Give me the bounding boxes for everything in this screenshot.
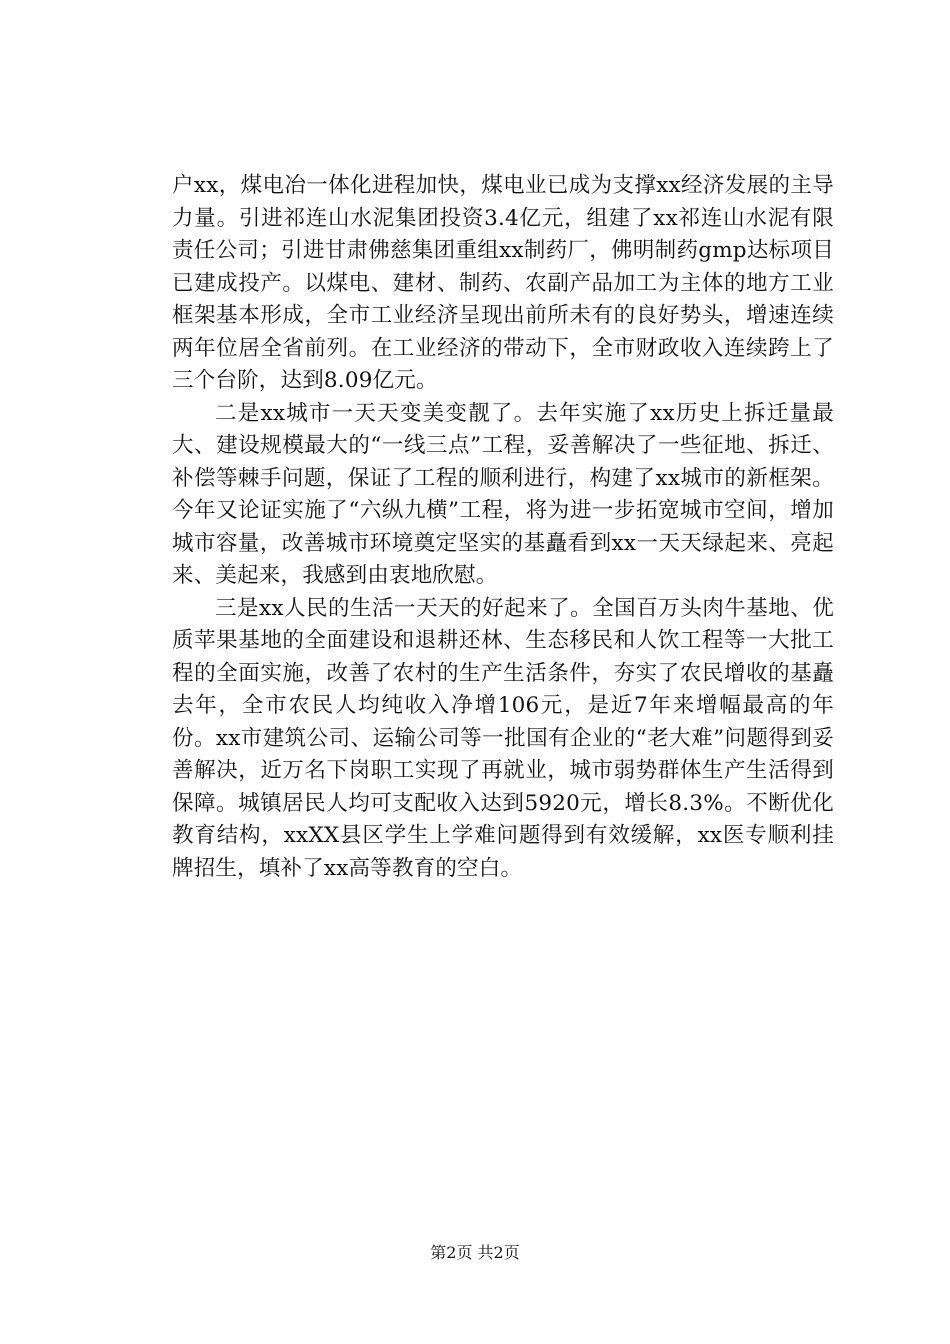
- paragraph-continuation: 户xx，煤电冶一体化进程加快，煤电业已成为支撑xx经济发展的主导力量。引进祁连山水泥集团投资3.4亿元，组建了xx祁连山水泥有限责任公司；引进甘肃佛慈集团重组xx制药厂，佛明制药gmp达标项目已建成投产。以煤电、建材、制药、农副产品加工为主体的地方工业框架基本形成，全市工业经济呈现出前所未有的良好势头，增速连续两年位居全省前列。在工业经济的带动下，全市财政收入连续跨上了三个台阶，达到8.09亿元。: [172, 173, 834, 393]
- paragraph-people-livelihood: 三是xx人民的生活一天天的好起来了。全国百万头肉牛基地、优质苹果基地的全面建设和退耕还林、生态移民和人饮工程等一大批工程的全面实施，改善了农村的生产生活条件，夯实了农民增收的基矗去年，全市农民人均纯收入净增106元，是近7年来增幅最高的年份。xx市建筑公司、运输公司等一批国有企业的“老大难”问题得到妥善解决，近万名下岗职工实现了再就业，城市弱势群体生产生活得到保障。城镇居民人均可支配收入达到5920元，增长8.3%。不断优化教育结构，xxXX县区学生上学难问题得到有效缓解，xx医专顺利挂牌招生，填补了xx高等教育的空白。: [172, 595, 834, 881]
- document-body: [172, 170, 834, 885]
- page-number-footer: 第2页 共2页: [430, 1243, 520, 1262]
- paragraph-city-development: 二是xx城市一天天变美变靓了。去年实施了xx历史上拆迁量最大、建设规模最大的“一线三点”工程，妥善解决了一些征地、拆迁、补偿等棘手问题，保证了工程的顺利进行，构建了xx城市的新框架。今年又论证实施了“六纵九横”工程，将为进一步拓宽城市空间，增加城市容量，改善城市环境奠定坚实的基矗看到xx一天天绿起来、亮起来、美起来，我感到由衷地欣慰。: [172, 400, 834, 588]
